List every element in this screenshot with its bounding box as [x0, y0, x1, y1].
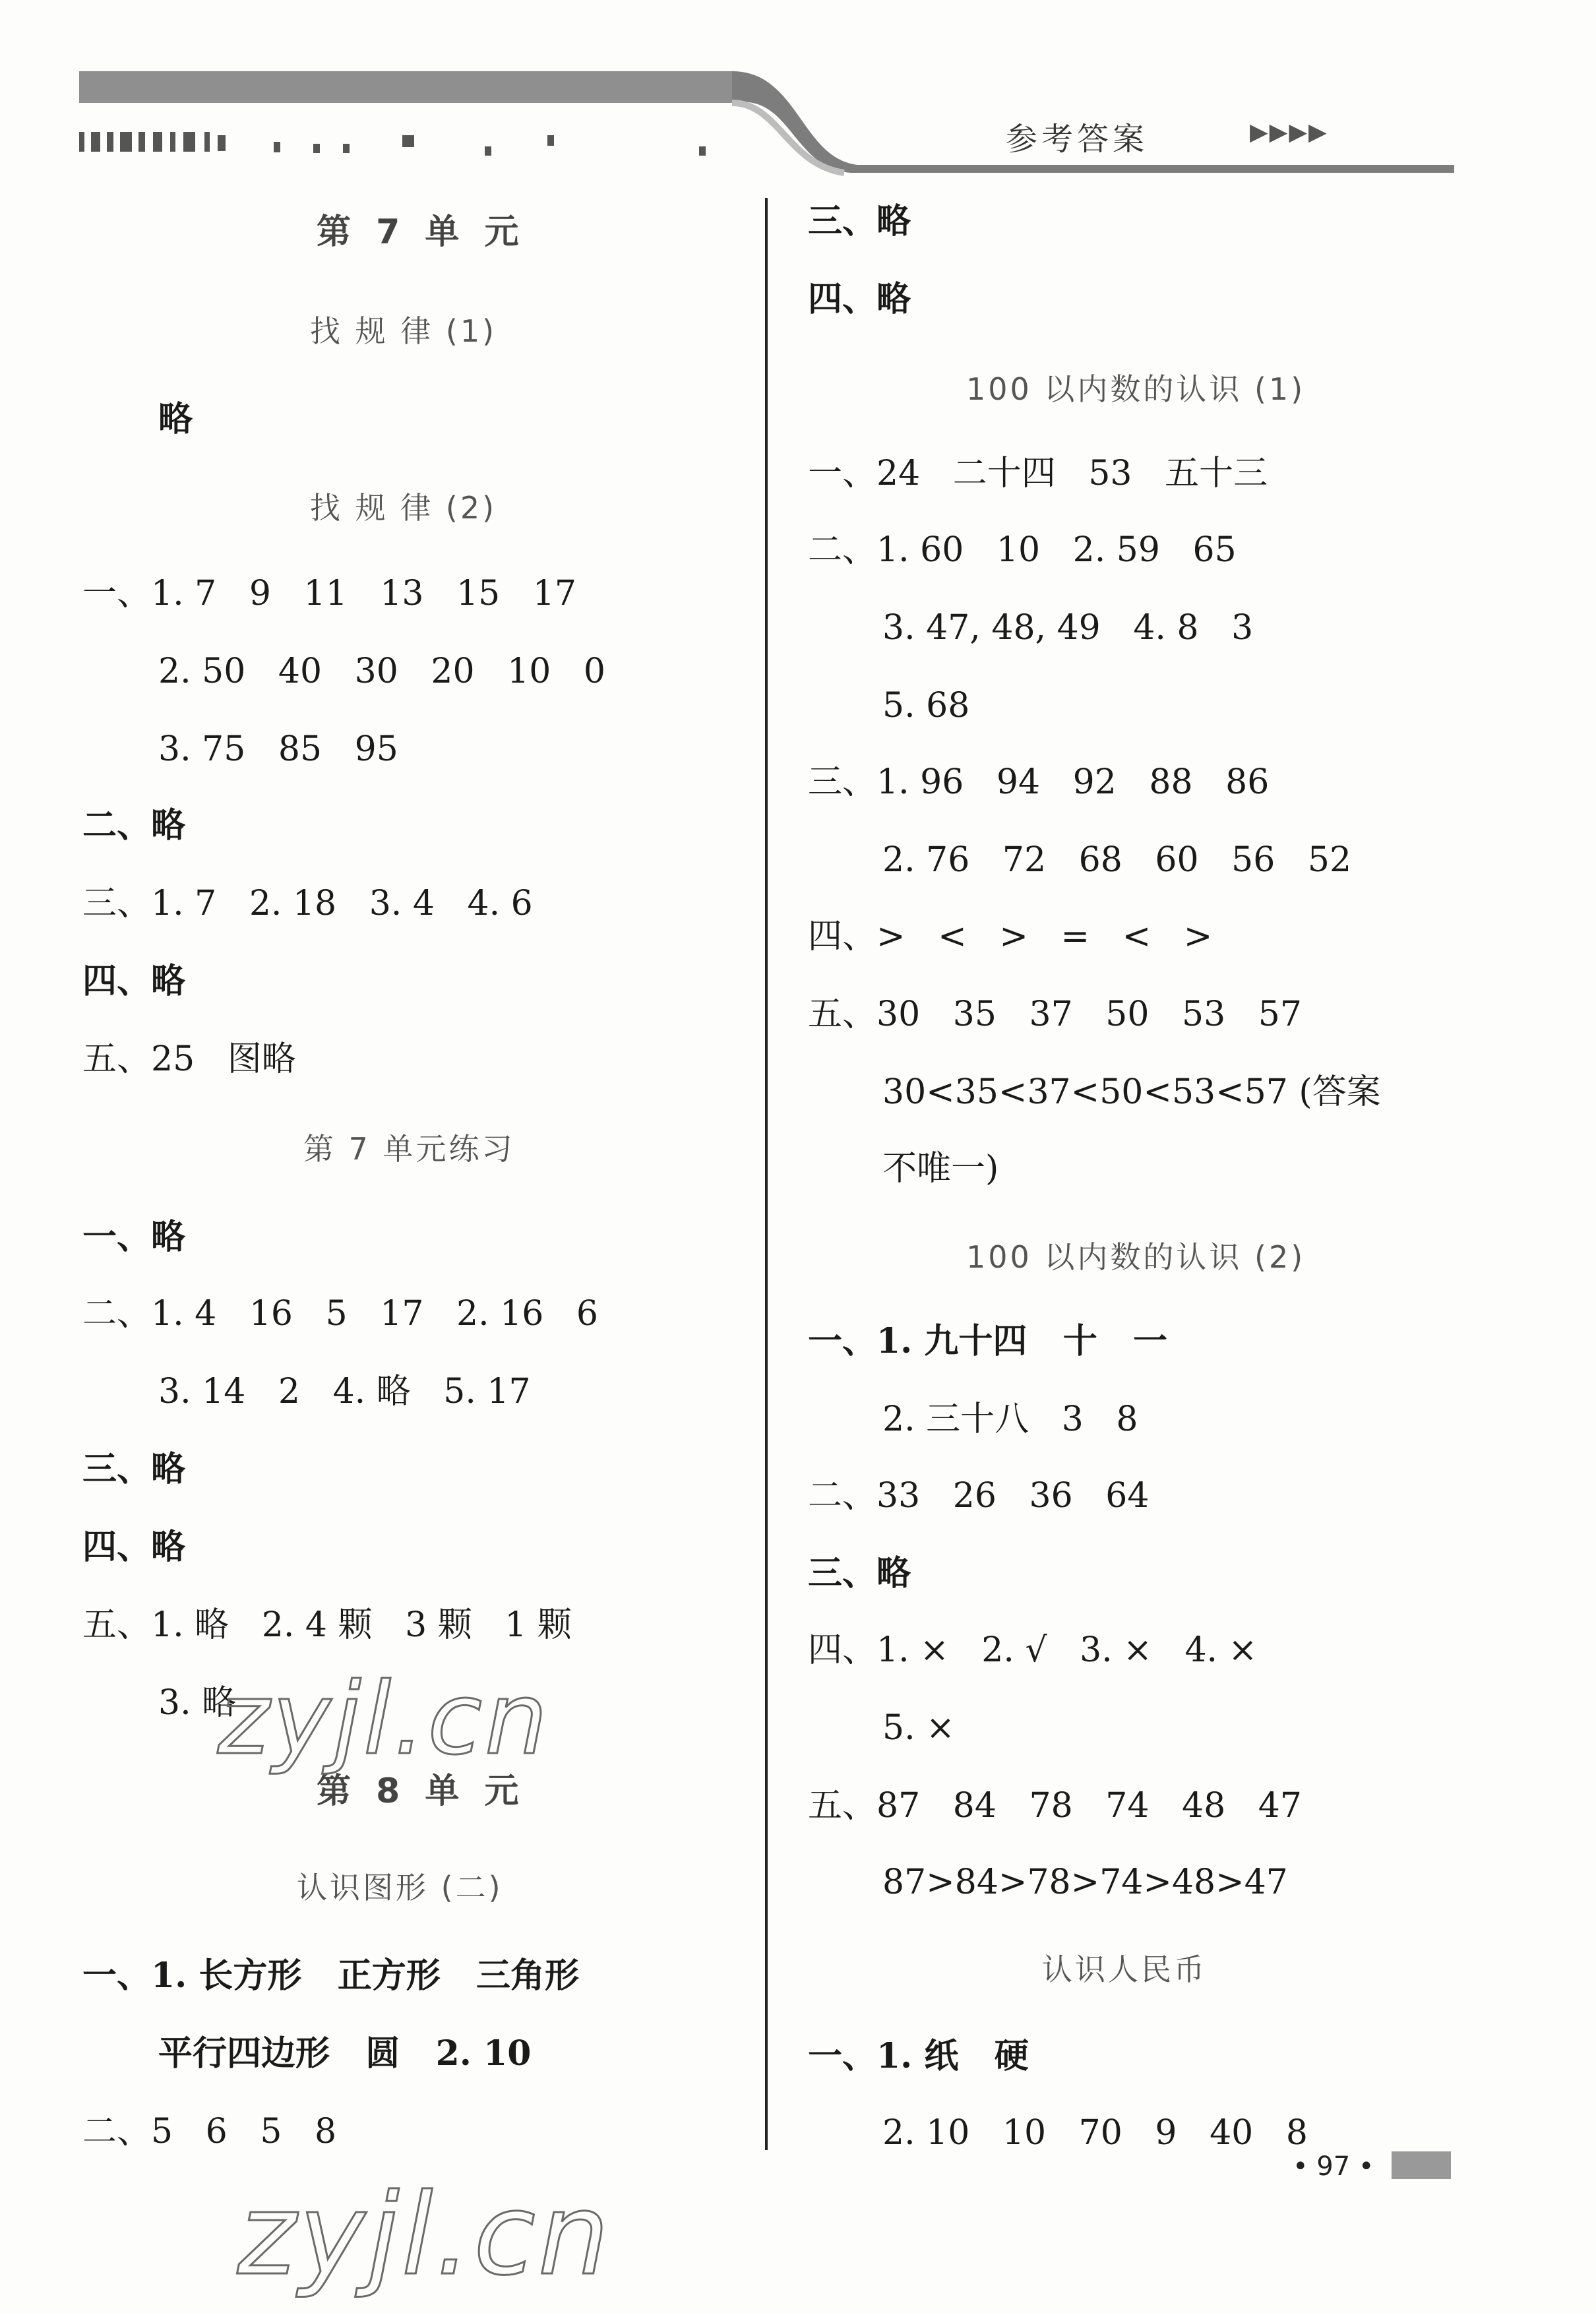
answer-line: 二、1. 4 16 5 17 2. 16 6: [82, 1294, 598, 1334]
section-title: 第 7 单 元: [317, 212, 526, 252]
answer-line: 四、略: [82, 961, 186, 1001]
watermark-logo: zyjl.cn: [237, 2170, 612, 2300]
page-number: • 97 •: [1293, 2151, 1374, 2182]
answer-line: 5. ×: [882, 1708, 955, 1748]
answer-line: 五、1. 略 2. 4 颗 3 颗 1 颗: [82, 1605, 572, 1645]
answer-line: 2. 76 72 68 60 56 52: [882, 840, 1352, 880]
subsection-title: 认识人民币: [1042, 1952, 1207, 1987]
answer-line: 一、1. 长方形 正方形 三角形: [82, 1956, 580, 1996]
answer-line: 一、1. 7 9 11 13 15 17: [82, 574, 576, 613]
answer-line: 三、略: [808, 201, 911, 241]
answer-line: 一、1. 纸 硬: [808, 2036, 1029, 2076]
answer-line: 二、33 26 36 64: [808, 1476, 1150, 1516]
page-header: [0, 0, 1596, 198]
answer-line: 四、> < > = < >: [808, 917, 1213, 956]
answer-line: 四、1. × 2. √ 3. × 4. ×: [808, 1630, 1258, 1670]
subsection-title: 第 7 单元练习: [303, 1131, 515, 1167]
answer-line: 五、30 35 37 50 53 57: [808, 995, 1302, 1034]
answer-line: 2. 10 10 70 9 40 8: [882, 2113, 1308, 2153]
answer-line: 五、87 84 78 74 48 47: [808, 1786, 1302, 1826]
answer-line: 三、1. 7 2. 18 3. 4 4. 6: [82, 884, 533, 923]
answer-line: 30<35<37<50<53<57 (答案: [882, 1072, 1381, 1112]
answer-line: 2. 50 40 30 20 10 0: [158, 652, 606, 691]
answer-line: 三、略: [82, 1449, 186, 1489]
subsection-title: 认识图形 (二): [297, 1870, 503, 1905]
answer-line: 不唯一): [882, 1149, 999, 1188]
answer-line: 五、25 图略: [82, 1039, 296, 1079]
answer-line: 略: [158, 399, 193, 439]
answer-line: 四、略: [808, 279, 911, 319]
answer-line: 二、5 6 5 8: [82, 2112, 337, 2151]
watermark-logo: zyjl.cn: [218, 1662, 551, 1777]
answer-line: 二、1. 60 10 2. 59 65: [808, 530, 1237, 570]
answer-line: 2. 三十八 3 8: [882, 1400, 1138, 1439]
subsection-title: 100 以内数的认识 (1): [966, 371, 1306, 407]
header-title: 参考答案: [1006, 121, 1149, 158]
answer-line: 三、1. 96 94 92 88 86: [808, 762, 1270, 802]
answer-line: 3. 75 85 95: [158, 729, 398, 769]
header-decoration: [0, 0, 1596, 198]
answer-line: 3. 47, 48, 49 4. 8 3: [882, 608, 1254, 648]
answer-line: 三、略: [808, 1553, 911, 1593]
column-divider: [765, 198, 768, 2150]
answer-line: 二、略: [82, 805, 186, 846]
arrows-icon: ▶▶▶▶: [1250, 119, 1328, 146]
answer-line: 3. 略: [158, 1683, 237, 1723]
answer-line: 一、略: [82, 1217, 186, 1257]
subsection-title: 100 以内数的认识 (2): [966, 1239, 1306, 1275]
answer-line: 3. 14 2 4. 略 5. 17: [158, 1372, 531, 1411]
subsection-title: 找 规 律 (1): [310, 313, 497, 349]
subsection-title: 找 规 律 (2): [310, 490, 497, 526]
answer-line: 平行四边形 圆 2. 10: [158, 2033, 532, 2074]
answer-line: 四、略: [82, 1527, 186, 1567]
answer-line: 5. 68: [882, 686, 970, 725]
answer-line: 87>84>78>74>48>47: [882, 1863, 1288, 1902]
answer-line: 一、24 二十四 53 五十三: [808, 454, 1268, 493]
footer-decoration: [1392, 2151, 1451, 2179]
section-title: 第 8 单 元: [317, 1772, 526, 1811]
answer-line: 一、1. 九十四 十 一: [808, 1321, 1168, 1361]
